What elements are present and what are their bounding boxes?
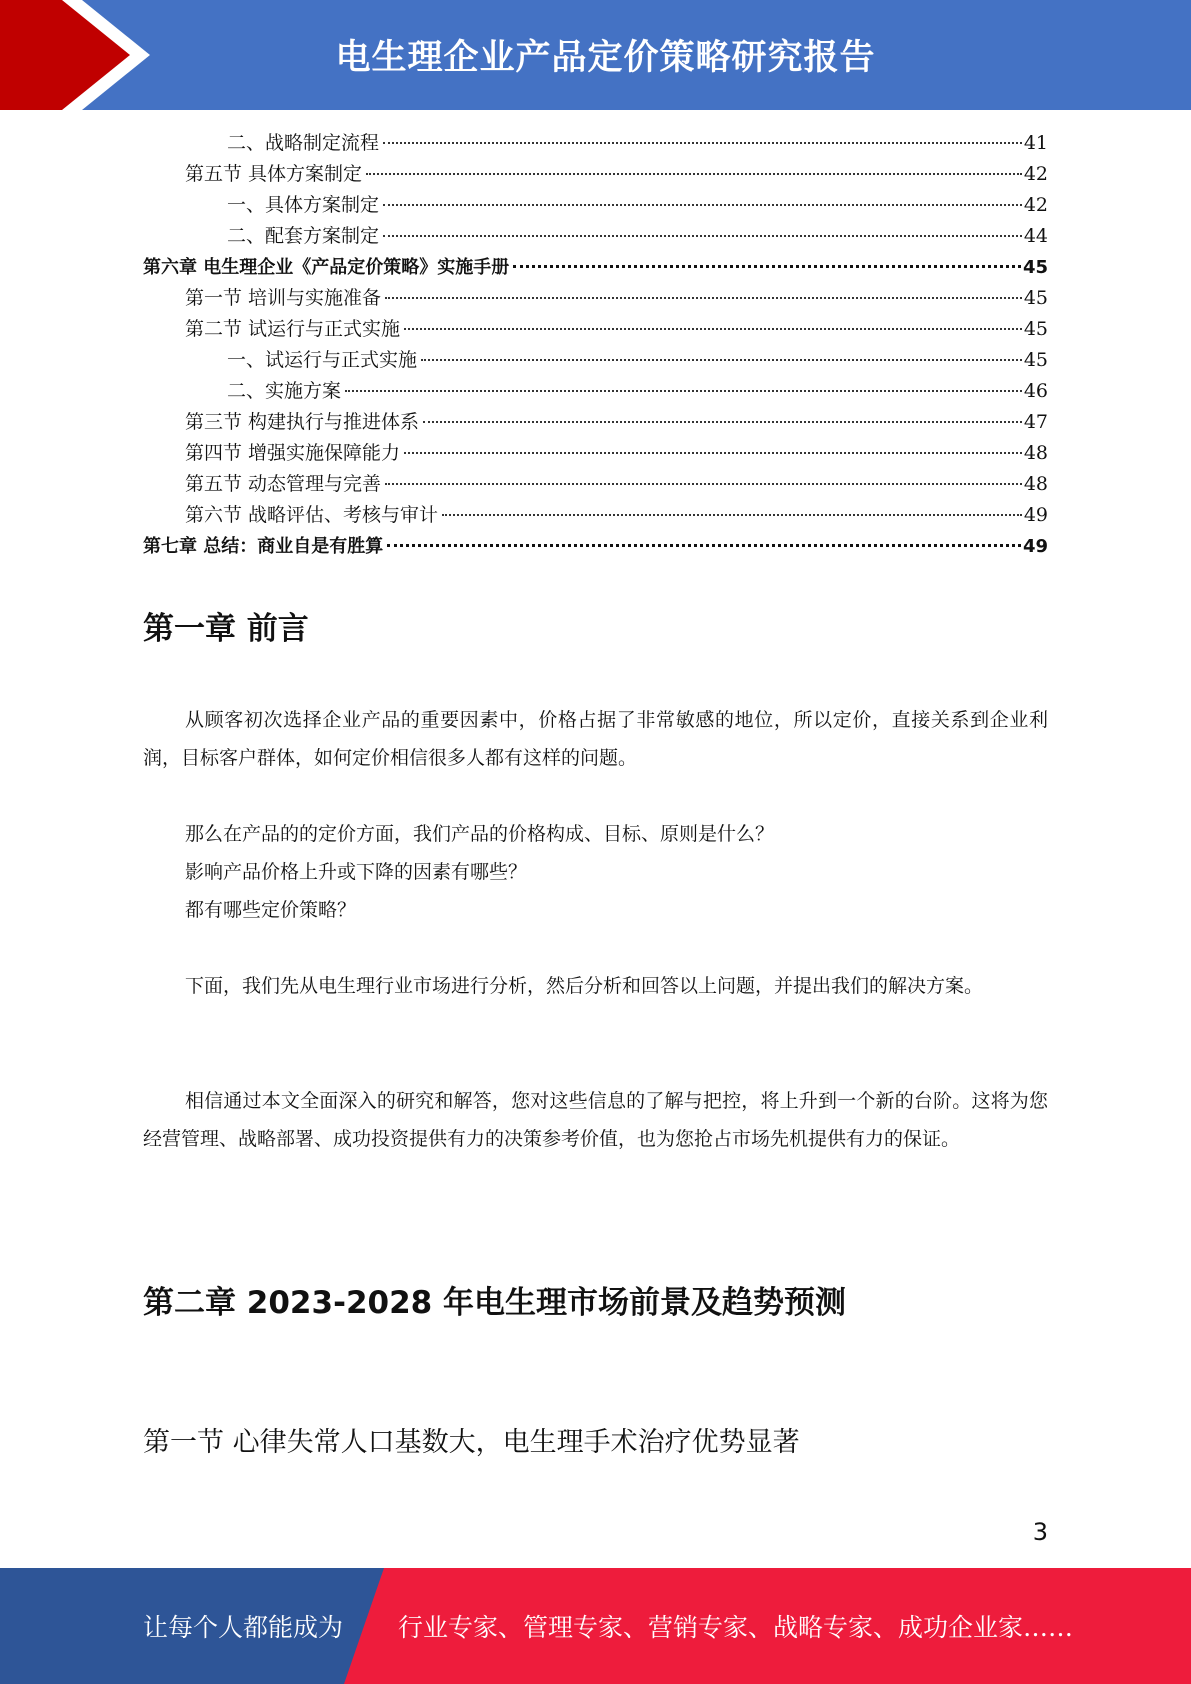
chapter-1-paragraph-3: 相信通过本文全面深入的研究和解答，您对这些信息的了解与把控，将上升到一个新的台阶。这将为您经营管理、战略部署、成功投资提供有力的决策参考价值，也为您抢占市场先机提供有力的保证。: [143, 1090, 1048, 1150]
toc-entry-label: 一、具体方案制定: [227, 194, 380, 216]
toc-entry-page: 49: [1022, 536, 1048, 557]
toc-dot-leader: [442, 514, 1022, 516]
toc-entry[interactable]: [143, 438, 1048, 469]
toc-entry-page: 42: [1023, 163, 1048, 185]
toc-entry-label: 第六节 战略评估、考核与审计: [185, 504, 439, 526]
toc-dot-leader: [421, 359, 1022, 361]
toc-entry-label: 第四节 增强实施保障能力: [185, 442, 401, 464]
toc-entry-label: 第五节 动态管理与完善: [185, 473, 382, 495]
toc-dot-leader: [387, 544, 1021, 547]
toc-entry[interactable]: [143, 190, 1048, 221]
toc-entry-label: 第一节 培训与实施准备: [185, 287, 382, 309]
toc-entry[interactable]: [143, 345, 1048, 376]
toc-dot-leader: [345, 390, 1022, 392]
toc-entry-label: 第二节 试运行与正式实施: [185, 318, 401, 340]
toc-entry-page: 44: [1023, 225, 1048, 247]
toc-dot-leader: [385, 483, 1022, 485]
toc-dot-leader: [385, 297, 1022, 299]
toc-entry-page: 41: [1023, 132, 1048, 154]
question-line-3: 都有哪些定价策略？: [185, 899, 357, 921]
toc-entry[interactable]: [143, 531, 1048, 562]
toc-entry[interactable]: [143, 376, 1048, 407]
toc-entry-page: 42: [1023, 194, 1048, 216]
toc-entry[interactable]: [143, 159, 1048, 190]
toc-entry-page: 49: [1023, 504, 1048, 526]
report-header: [0, 0, 1191, 110]
toc-entry-label: 第七章 总结：商业自是有胜算: [143, 536, 384, 557]
toc-entry[interactable]: [143, 128, 1048, 159]
toc-dot-leader: [404, 452, 1022, 454]
toc-entry-label: 第五节 具体方案制定: [185, 163, 363, 185]
toc-entry[interactable]: [143, 469, 1048, 500]
chapter-1-title: 第一章 前言: [143, 611, 309, 647]
toc-entry-page: 45: [1022, 257, 1048, 278]
question-line-1: 那么在产品的的定价方面，我们产品的价格构成、目标、原则是什么？: [185, 823, 775, 845]
report-title: 电生理企业产品定价策略研究报告: [335, 38, 876, 78]
toc-entry-label: 第三节 构建执行与推进体系: [185, 411, 420, 433]
toc-dot-leader: [404, 328, 1022, 330]
toc-dot-leader: [383, 204, 1022, 206]
toc-entry[interactable]: [143, 314, 1048, 345]
toc-entry-label: 第六章 电生理企业《产品定价策略》实施手册: [143, 257, 510, 278]
toc-entry-label: 二、战略制定流程: [227, 132, 380, 154]
toc-dot-leader: [513, 265, 1021, 268]
toc-entry-label: 二、配套方案制定: [227, 225, 380, 247]
toc-entry[interactable]: [143, 283, 1048, 314]
section-1-title: 第一节 心律失常人口基数大，电生理手术治疗优势显著: [143, 1427, 800, 1458]
toc-entry[interactable]: [143, 500, 1048, 531]
toc-dot-leader: [383, 235, 1022, 237]
toc-entry-page: 48: [1023, 473, 1048, 495]
toc-entry-page: 48: [1023, 442, 1048, 464]
toc-dot-leader: [366, 173, 1022, 175]
toc-entry-label: 二、实施方案: [227, 380, 342, 402]
toc-entry-page: 46: [1023, 380, 1048, 402]
toc-entry[interactable]: [143, 407, 1048, 438]
report-footer: [0, 1568, 1191, 1684]
table-of-contents: [143, 128, 1048, 562]
chapter-1-paragraph-1: 从顾客初次选择企业产品的重要因素中，价格占据了非常敏感的地位，所以定价，直接关系到企业利润，目标客户群体，如何定价相信很多人都有这样的问题。: [143, 709, 1048, 769]
page-number: 3: [1032, 1518, 1048, 1546]
toc-dot-leader: [383, 142, 1022, 144]
chapter-2-title: 第二章 2023-2028 年电生理市场前景及趋势预测: [143, 1285, 847, 1321]
toc-entry-page: 45: [1023, 349, 1048, 371]
toc-dot-leader: [423, 421, 1022, 423]
footer-slogan-left: 让每个人都能成为: [143, 1613, 344, 1642]
footer-slogan-right: 行业专家、管理专家、营销专家、战略专家、成功企业家……: [398, 1613, 1074, 1642]
toc-entry[interactable]: [143, 252, 1048, 283]
toc-entry[interactable]: [143, 221, 1048, 252]
toc-entry-label: 一、试运行与正式实施: [227, 349, 418, 371]
toc-entry-page: 45: [1023, 318, 1048, 340]
toc-entry-page: 45: [1023, 287, 1048, 309]
chapter-1-paragraph-2: 下面，我们先从电生理行业市场进行分析，然后分析和回答以上问题，并提出我们的解决方案。: [185, 975, 984, 997]
toc-entry-page: 47: [1023, 411, 1048, 433]
question-line-2: 影响产品价格上升或下降的因素有哪些？: [185, 861, 528, 883]
